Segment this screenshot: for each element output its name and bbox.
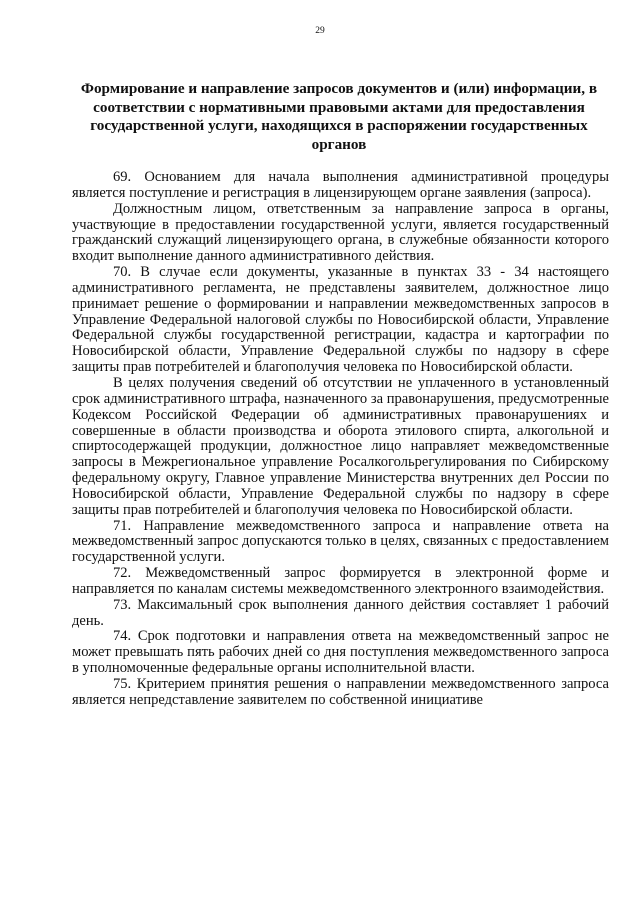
paragraph-71-purpose: 71. Направление межведомственного запроса и направление ответа на межведомственный запрос допускаются только в целях, связанных с предоставлением государственной услуги. [72,517,609,566]
section-title: Формирование и направление запросов документов и (или) информации, в соответствии с нормативными правовыми актами для предоставления государственной услуги, находящихся в распоряжении государственных органов [80,80,598,153]
paragraph-72-electronic-form: 72. Межведомственный запрос формируется в электронной форме и направляется по каналам системы межведомственного электронного взаимодействия. [72,565,609,597]
paragraph-responsible-official: Должностным лицом, ответственным за направление запроса в органы, участвующие в предоставлении государственной услуги, является государственный гражданский служащий лицензирующего органа, в служебные обязанности которого входит выполнение данного административного действия. [72,200,609,265]
page-number: 29 [315,26,325,36]
paragraph-73-max-duration: 73. Максимальный срок выполнения данного действия составляет 1 рабочий день. [72,596,609,629]
paragraph-unpaid-fine-requests: В целях получения сведений об отсутствии не уплаченного в установленный срок административного штрафа, назначенного за правонарушения, предусмотренные Кодексом Российской Федерации об административных правонарушениях и совершенные в области производства и оборота этилового спирта, алкогольной и спиртосодержащей продукции, должностное лицо направляет межведомственные запросы в Межрегиональное управление Росалкогольрегулирования по Сибирскому федеральному округу, Главное управление Министерства внутренних дел России по Новосибирской области, Управление Федеральной службы по надзору в сфере защиты прав потребителей и благополучия человека по Новосибирской области. [72,374,609,518]
document-body [72,170,609,709]
paragraph-74-response-deadline: 74. Срок подготовки и направления ответа на межведомственный запрос не может превышать пять рабочих дней со дня поступления межведомственного запроса в уполномоченные федеральные органы исполнительной власти. [72,628,609,677]
paragraph-69-basis: 69. Основанием для начала выполнения административной процедуры является поступление и регистрация в лицензирующем органе заявления (запроса). [72,169,609,201]
paragraph-70-interagency-requests: 70. В случае если документы, указанные в пунктах 33 - 34 настоящего административного регламента, не представлены заявителем, должностное лицо принимает решение о формировании и направлении межведомственных запросов в Управление Федеральной налоговой службы по Новосибирской области, Управление Федеральной службы государственной регистрации, кадастра и картографии по Новосибирской области, Управление Федеральной службы по надзору в сфере защиты прав потребителей и благополучия человека по Новосибирской области. [72,264,609,376]
paragraph-75-criterion: 75. Критерием принятия решения о направлении межведомственного запроса является непредставление заявителем по собственной инициативе [72,676,609,708]
